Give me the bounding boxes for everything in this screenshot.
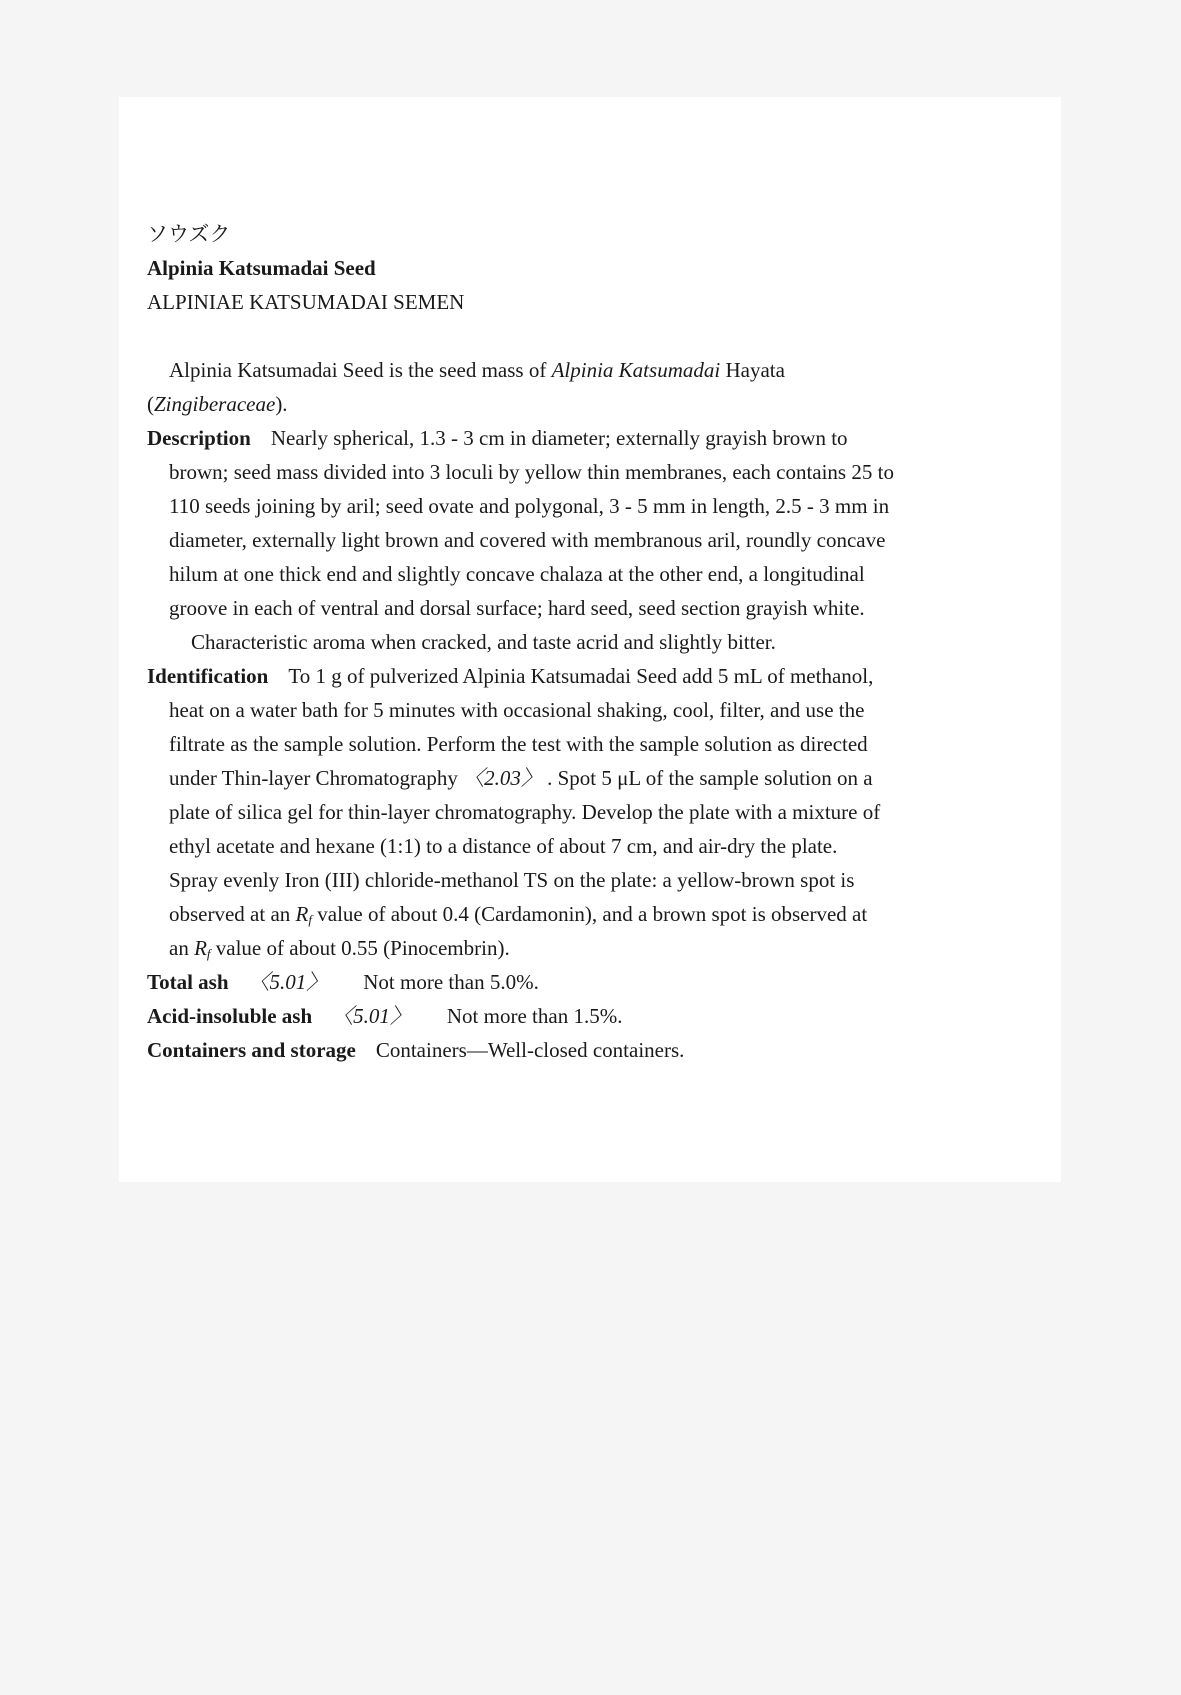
rf-symbol xyxy=(296,902,312,926)
containers-line xyxy=(147,1033,1047,1067)
identification-line-6: ethyl acetate and hexane (1:1) to a distance of about 7 cm, and air-dry the plate. xyxy=(169,834,838,858)
rf-r: R xyxy=(194,936,207,960)
acid-insoluble-ash-line xyxy=(147,999,1047,1033)
description-line-5: hilum at one thick end and slightly concave chalaza at the other end, a longitudinal xyxy=(169,562,865,586)
test-reference: 〈2.03〉 xyxy=(463,766,542,790)
document-page xyxy=(119,97,1061,1182)
rf-r: R xyxy=(295,902,309,926)
paren-close: ). xyxy=(275,392,288,416)
katakana-name: ソウズク xyxy=(147,222,231,246)
containers-text: Containers—Well-closed containers. xyxy=(375,1038,685,1062)
description-line-1 xyxy=(147,421,1047,455)
spacer xyxy=(147,319,1047,353)
intro-line-2 xyxy=(147,387,1047,421)
description-line-2: brown; seed mass divided into 3 loculi by yellow thin membranes, each contains 25 to xyxy=(169,460,894,484)
intro-line-1 xyxy=(147,353,1047,387)
rf-symbol xyxy=(194,936,210,960)
acid-insoluble-ash-reference: 〈5.01〉 xyxy=(332,1004,411,1028)
species-name: Alpinia Katsumadai xyxy=(551,358,721,382)
total-ash-value: Not more than 5.0%. xyxy=(363,970,539,994)
identification-text: value of about 0.55 (Pinocembrin). xyxy=(210,936,510,960)
total-ash-label: Total ash xyxy=(147,970,229,994)
description-line-7: Characteristic aroma when cracked, and taste acrid and slightly bitter. xyxy=(191,630,776,654)
identification-text: value of about 0.4 (Cardamonin), and a brown spot is observed at xyxy=(312,902,868,926)
identification-line-2: heat on a water bath for 5 minutes with occasional shaking, cool, filter, and use the xyxy=(169,698,865,722)
paren-open: ( xyxy=(147,392,154,416)
description-label: Description xyxy=(147,426,251,450)
identification-text: under Thin-layer Chromatography xyxy=(169,766,464,790)
identification-text: . Spot 5 μL of the sample solution on a xyxy=(541,766,873,790)
description-line-3: 110 seeds joining by aril; seed ovate and polygonal, 3 - 5 mm in length, 2.5 - 3 mm in xyxy=(169,494,890,518)
intro-author: Hayata xyxy=(720,358,785,382)
intro-text: Alpinia Katsumadai Seed is the seed mass of xyxy=(169,358,552,382)
identification-line-3: filtrate as the sample solution. Perform the test with the sample solution as directed xyxy=(169,732,868,756)
description-text: Nearly spherical, 1.3 - 3 cm in diameter; externally grayish brown to xyxy=(270,426,848,450)
english-title: Alpinia Katsumadai Seed xyxy=(147,256,376,280)
identification-line-5: plate of silica gel for thin-layer chromatography. Develop the plate with a mixture of xyxy=(169,800,881,824)
rf-subscript: f xyxy=(308,912,312,927)
identification-text: observed at an xyxy=(169,902,296,926)
acid-insoluble-ash-label: Acid-insoluble ash xyxy=(147,1004,313,1028)
containers-label: Containers and storage xyxy=(147,1038,356,1062)
identification-text: To 1 g of pulverized Alpinia Katsumadai Seed add 5 mL of methanol, xyxy=(288,664,874,688)
identification-line-7: Spray evenly Iron (III) chloride-methanol TS on the plate: a yellow-brown spot is xyxy=(169,868,855,892)
identification-text: an xyxy=(169,936,195,960)
description-line-4: diameter, externally light brown and covered with membranous aril, roundly concave xyxy=(169,528,886,552)
acid-insoluble-ash-value: Not more than 1.5%. xyxy=(446,1004,623,1028)
identification-line-9 xyxy=(147,931,1047,965)
identification-line-4 xyxy=(147,761,1047,795)
identification-line-1 xyxy=(147,659,1047,693)
rf-subscript: f xyxy=(206,946,211,961)
identification-line-8 xyxy=(147,897,1047,931)
monograph-body xyxy=(147,217,1047,1067)
latin-title: ALPINIAE KATSUMADAI SEMEN xyxy=(147,290,465,314)
total-ash-reference: 〈5.01〉 xyxy=(248,970,328,994)
identification-label: Identification xyxy=(147,664,269,688)
family-name: Zingiberaceae xyxy=(154,392,276,416)
total-ash-line xyxy=(147,965,1047,999)
description-line-6: groove in each of ventral and dorsal surface; hard seed, seed section grayish white. xyxy=(169,596,865,620)
